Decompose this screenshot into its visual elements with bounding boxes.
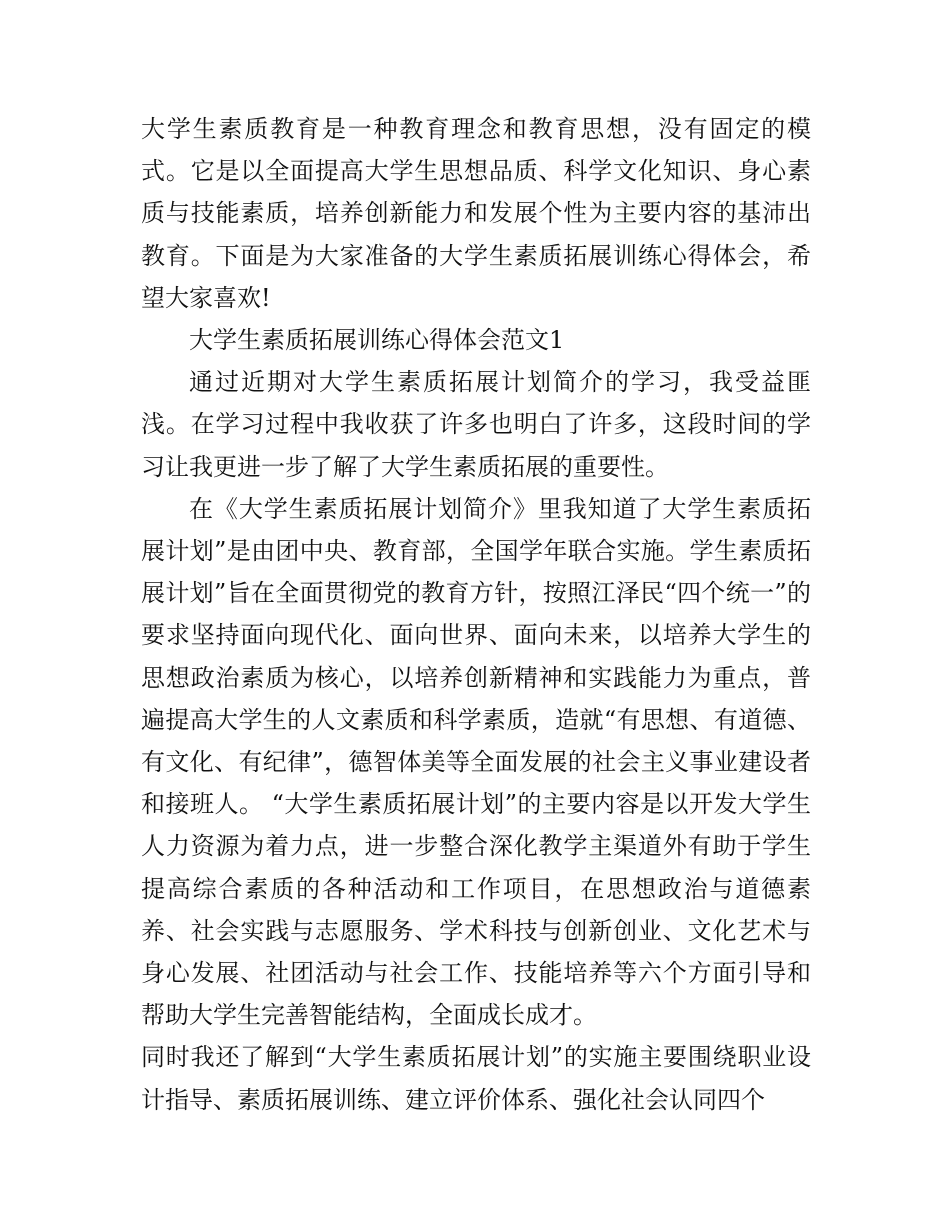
- body-paragraph-1: 通过近期对大学生素质拓展计划简介的学习，我受益匪浅。在学习过程中我收获了许多也明白了许多，这段时间的学习让我更进一步了解了大学生素质拓展的重要性。: [141, 368, 811, 481]
- section-heading: 大学生素质拓展训练心得体会范文1: [189, 326, 565, 355]
- document-body: [141, 108, 811, 1121]
- body-paragraph-2: 在《大学生素质拓展计划简介》里我知道了大学生素质拓展计划”是由团中央、教育部，全国学年联合实施。学生素质拓展计划”旨在全面贯彻党的教育方针，按照江泽民“四个统一”的要求坚持面向现代化、面向世界、面向未来，以培养大学生的思想政治素质为核心，以培养创新精神和实践能力为重点，普遍提高大学生的人文素质和科学素质，造就“有思想、有道德、有文化、有纪律”，德智体美等全面发展的社会主义事业建设者和接班人。 “大学生素质拓展计划”的主要内容是以开发大学生人力资源为着力点，进一步整合深化教学主渠道外有助于学生提高综合素质的各种活动和工作项目，在思想政治与道德素养、社会实践与志愿服务、学术科技与创新创业、文化艺术与身心发展、社团活动与社会工作、技能培养等六个方面引导和帮助大学生完善智能结构，全面成长成才。: [141, 494, 811, 1030]
- intro-paragraph: 大学生素质教育是一种教育理念和教育思想，没有固定的模式。它是以全面提高大学生思想品质、科学文化知识、身心素质与技能素质，培养创新能力和发展个性为主要内容的基沛出教育。下面是为大家准备的大学生素质拓展训练心得体会，希望大家喜欢!: [141, 115, 811, 312]
- body-paragraph-3: 同时我还了解到“大学生素质拓展计划”的实施主要围绕职业设计指导、素质拓展训练、建立评价体系、强化社会认同四个: [141, 1043, 811, 1114]
